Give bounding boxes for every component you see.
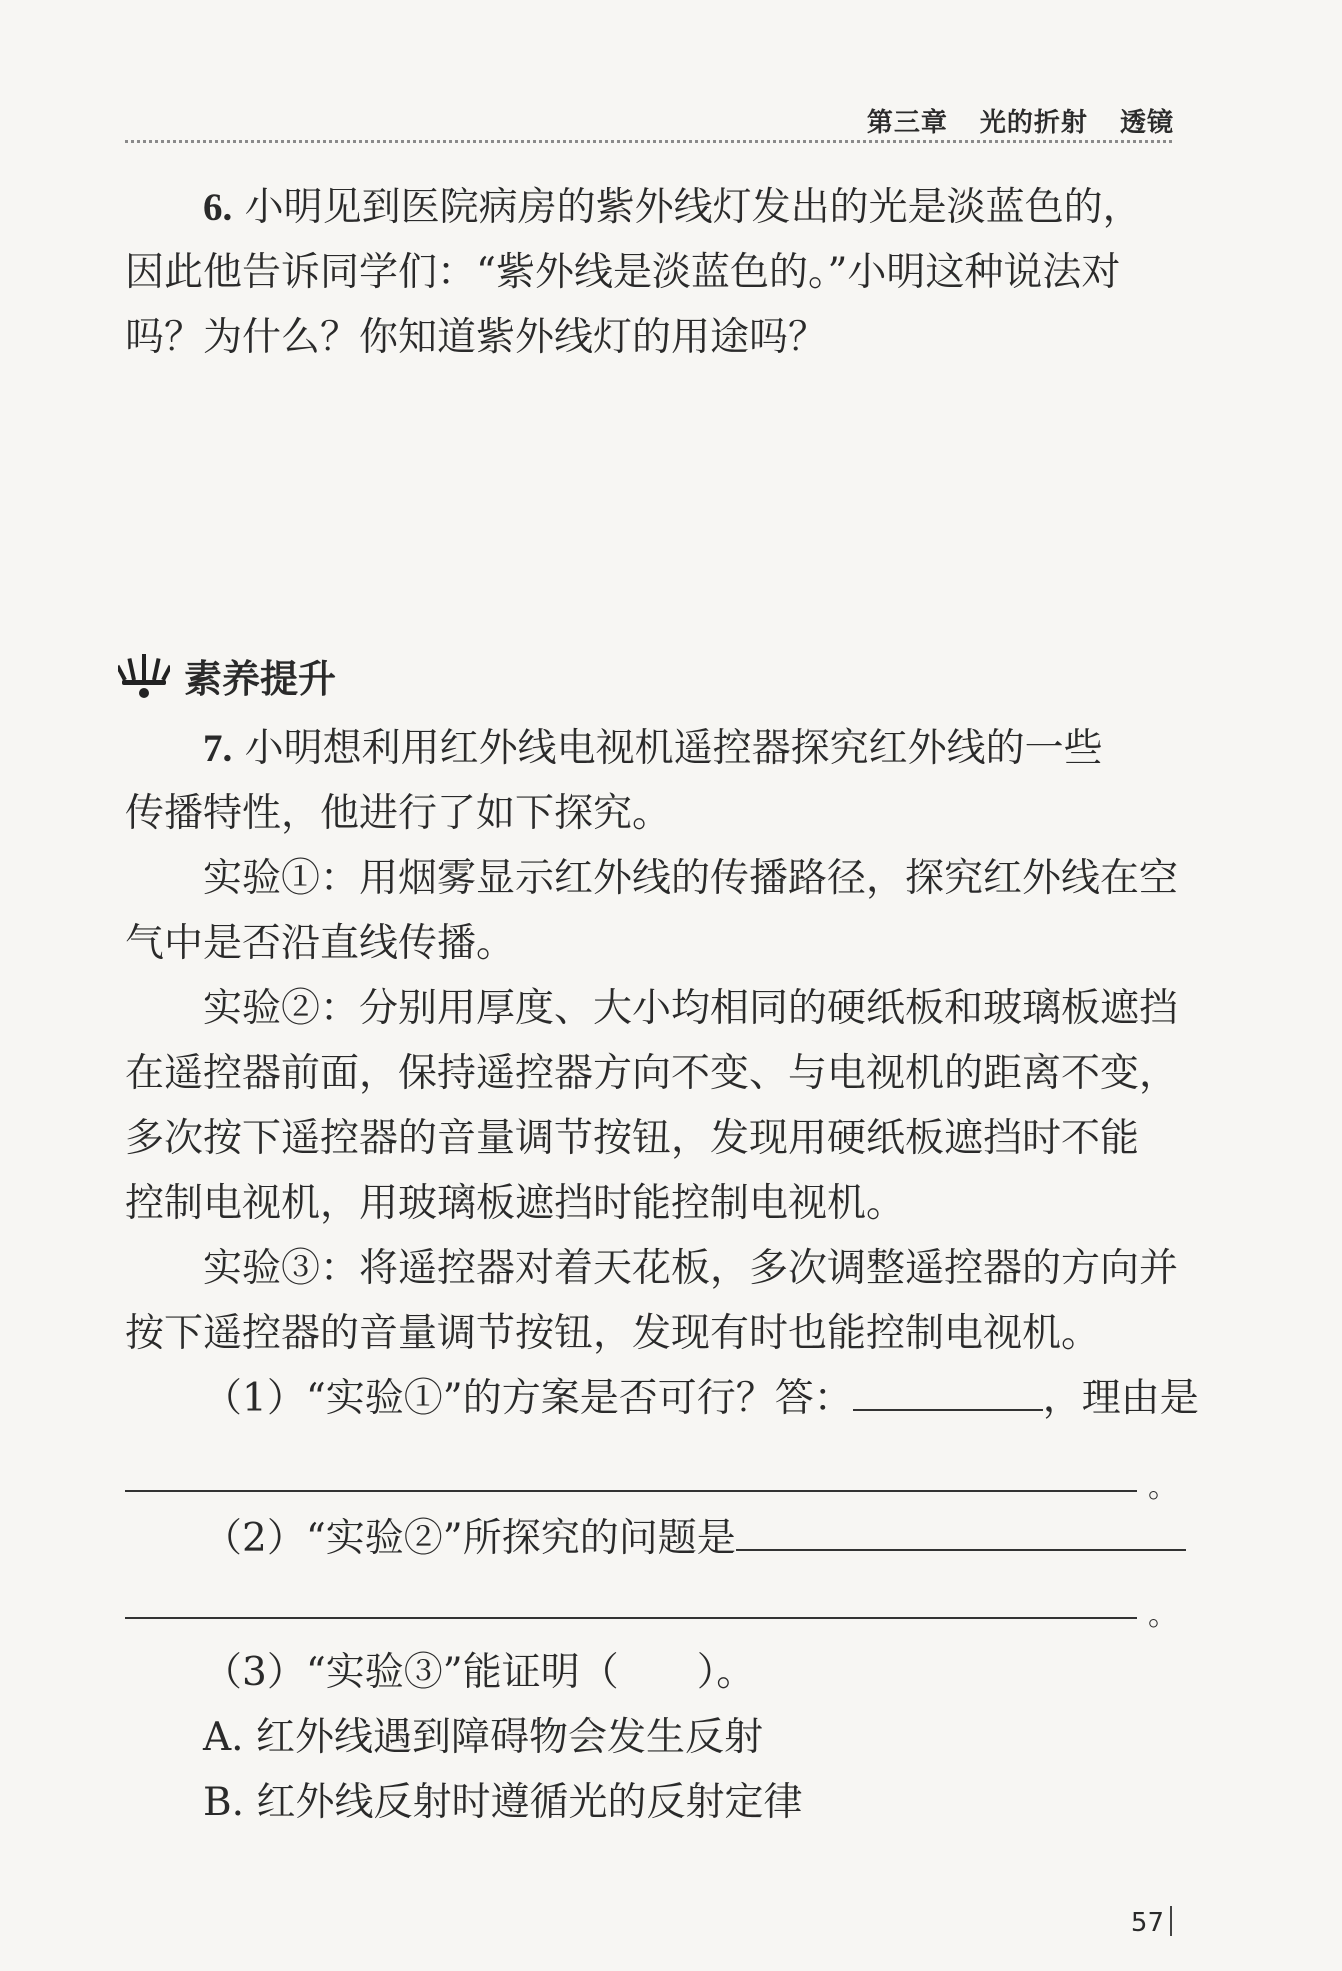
blank-2-period: 。 (1148, 1598, 1178, 1633)
option-a[interactable]: A. 红外线遇到障碍物会发生反射 (203, 1715, 763, 1760)
q6-line-1: 6. 小明见到医院病房的紫外线灯发出的光是淡蓝色的， (203, 185, 1142, 230)
section-title: 素养提升 (184, 657, 337, 701)
section-heading (118, 648, 336, 703)
answer-blank-2-continued[interactable] (125, 1617, 1137, 1619)
q7-number: 7. (203, 727, 233, 770)
blank-1-period: 。 (1148, 1470, 1178, 1505)
question-7 (125, 716, 1199, 1431)
header-section: 光的折射 (979, 108, 1088, 138)
header-topic: 透镜 (1119, 108, 1174, 138)
experiment-1-line-2: 气中是否沿直线传播。 (125, 921, 516, 966)
experiment-2-line-1: 实验②：分别用厚度、大小均相同的硬纸板和玻璃板遮挡 (203, 986, 1179, 1031)
sub-question-3 (125, 1640, 1175, 1835)
option-b[interactable]: B. 红外线反射时遵循光的反射定律 (203, 1780, 803, 1825)
q6-number: 6. (203, 186, 233, 229)
experiment-2-line-2: 在遥控器前面，保持遥控器方向不变、与电视机的距离不变， (125, 1051, 1179, 1096)
question-6 (125, 175, 1175, 370)
answer-blank-2[interactable] (736, 1511, 1186, 1551)
page-number: 57 (1130, 1908, 1164, 1938)
sub-question-1: （1）“实验①”的方案是否可行？答： ，理由是 (125, 1366, 1175, 1431)
experiment-2-line-4: 控制电视机，用玻璃板遮挡时能控制电视机。 (125, 1181, 906, 1226)
sub-question-2: （2）“实验②”所探究的问题是 (125, 1506, 1175, 1571)
answer-blank-1-reason[interactable] (125, 1490, 1137, 1492)
page-number-rule (1170, 1906, 1172, 1936)
q7-intro-line-2: 传播特性，他进行了如下探究。 (125, 791, 672, 836)
experiment-1-line-1: 实验①：用烟雾显示红外线的传播路径，探究红外线在空 (203, 856, 1179, 901)
experiment-3-line-2: 按下遥控器的音量调节按钮，发现有时也能控制电视机。 (125, 1311, 1101, 1356)
header-chapter: 第三章 (866, 108, 948, 138)
q7-intro-line-1: 7. 小明想利用红外线电视机遥控器探究红外线的一些 (203, 726, 1103, 771)
q6-line-3: 吗？为什么？你知道紫外线灯的用途吗？ (125, 315, 828, 360)
q6-line-2: 因此他告诉同学们：“紫外线是淡蓝色的。”小明这种说法对 (125, 250, 1121, 295)
running-header (845, 102, 1174, 139)
answer-blank-1[interactable] (853, 1371, 1043, 1411)
sub-question-3-stem: （3）“实验③”能证明（ ）。 (203, 1650, 756, 1695)
experiment-2-line-3: 多次按下遥控器的音量调节按钮，发现用硬纸板遮挡时不能 (125, 1116, 1140, 1161)
crown-icon (118, 652, 170, 700)
header-divider (125, 140, 1172, 143)
experiment-3-line-1: 实验③：将遥控器对着天花板，多次调整遥控器的方向并 (203, 1246, 1179, 1291)
